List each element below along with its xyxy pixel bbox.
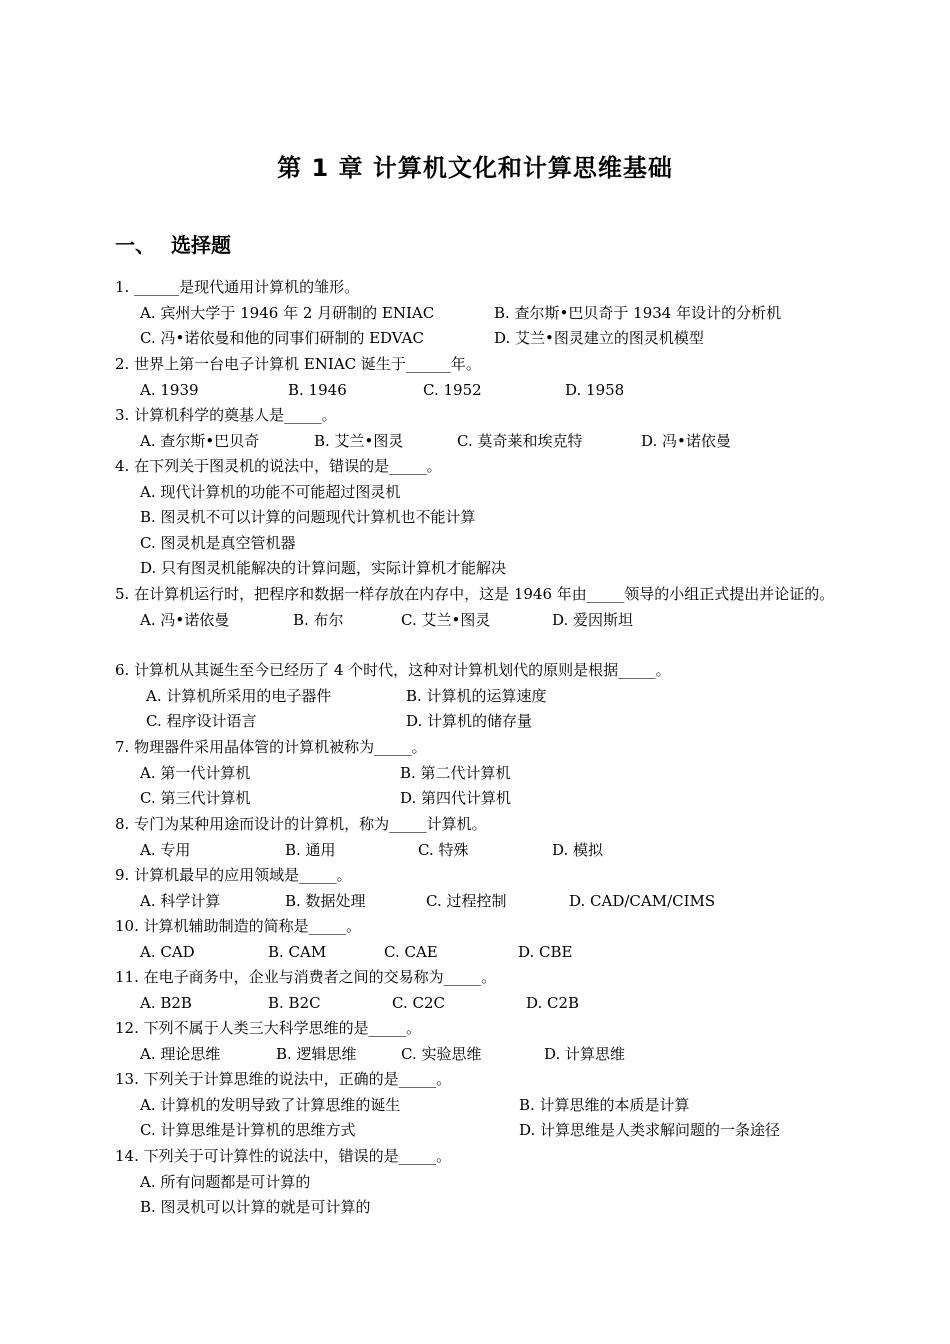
option-c: C. 第三代计算机 (140, 789, 251, 807)
option-b: B. 计算思维的本质是计算 (519, 1095, 690, 1114)
option-c: C. 特殊 (418, 840, 469, 859)
question-7 (115, 735, 845, 812)
question-stem: 13. 下列关于计算思维的说法中，正确的是_____。 (115, 1070, 452, 1088)
option-c: C. 程序设计语言 (146, 712, 257, 730)
option-a: A. 专用 (140, 840, 191, 859)
option-a: A. CAD (140, 942, 195, 961)
option-d: D. 1958 (565, 380, 625, 399)
option-d: D. 计算思维 (544, 1044, 626, 1063)
option-a: A. 查尔斯•巴贝奇 (140, 431, 260, 450)
option-b: B. 图灵机可以计算的就是可计算的 (140, 1198, 371, 1216)
question-stem: 8. 专门为某种用途而设计的计算机，称为_____计算机。 (115, 815, 487, 833)
section-label: 选择题 (171, 233, 231, 257)
option-c: C. 计算思维是计算机的思维方式 (140, 1121, 356, 1139)
option-c: C. C2C (392, 993, 445, 1012)
question-13 (115, 1067, 845, 1144)
option-a: A. 计算机的发明导致了计算思维的诞生 (140, 1095, 401, 1114)
question-stem: 2. 世界上第一台电子计算机 ENIAC 诞生于______年。 (115, 355, 481, 373)
question-3 (115, 403, 845, 454)
option-a: A. B2B (140, 993, 192, 1012)
option-d: D. 模拟 (552, 840, 604, 859)
question-6 (115, 658, 845, 735)
option-a: A. 科学计算 (140, 891, 221, 910)
question-10 (115, 914, 845, 965)
option-d: D. 计算机的储存量 (406, 712, 533, 730)
option-c: C. 图灵机是真空管机器 (140, 533, 296, 552)
option-c: C. CAE (384, 942, 438, 961)
option-d: D. CAD/CAM/CIMS (569, 891, 716, 910)
option-b: B. 查尔斯•巴贝奇于 1934 年设计的分析机 (494, 303, 782, 322)
option-b: B. 艾兰•图灵 (314, 431, 404, 450)
question-stem: 3. 计算机科学的奠基人是_____。 (115, 406, 337, 424)
question-stem: 5. 在计算机运行时，把程序和数据一样存放在内存中，这是 1946 年由_____领导的小组正式提出并论证的。 (115, 585, 835, 603)
question-stem: 1. ______是现代通用计算机的雏形。 (115, 278, 360, 296)
option-b: B. B2C (268, 993, 321, 1012)
question-11 (115, 965, 845, 1016)
option-b: B. 第二代计算机 (400, 763, 511, 782)
question-9 (115, 863, 845, 914)
question-12 (115, 1016, 845, 1067)
option-d: D. 第四代计算机 (400, 789, 512, 807)
option-b: B. CAM (268, 942, 327, 961)
question-14 (115, 1144, 845, 1221)
option-a: A. 冯•诺依曼 (140, 610, 230, 629)
question-4 (115, 454, 845, 582)
option-c: C. 过程控制 (426, 891, 507, 910)
option-c: C. 冯•诺依曼和他的同事们研制的 EDVAC (140, 329, 424, 347)
option-d: D. CBE (518, 942, 573, 961)
question-stem: 6. 计算机从其诞生至今已经历了 4 个时代，这种对计算机划代的原则是根据_____。 (115, 661, 671, 679)
option-a: A. 现代计算机的功能不可能超过图灵机 (140, 482, 401, 501)
option-d: D. 冯•诺依曼 (641, 431, 731, 450)
option-b: B. 逻辑思维 (276, 1044, 357, 1063)
option-c: C. 实验思维 (401, 1044, 482, 1063)
question-stem: 4. 在下列关于图灵机的说法中，错误的是_____。 (115, 457, 442, 475)
option-b: B. 计算机的运算速度 (406, 686, 547, 705)
option-b: B. 图灵机不可以计算的问题现代计算机也不能计算 (140, 508, 476, 526)
option-a: A. 第一代计算机 (140, 763, 251, 782)
option-a: A. 1939 (140, 380, 199, 399)
section-heading (115, 229, 231, 258)
question-5 (115, 582, 840, 633)
option-d: D. 只有图灵机能解决的计算问题，实际计算机才能解决 (140, 559, 507, 577)
option-c: C. 艾兰•图灵 (401, 610, 491, 629)
option-d: D. C2B (526, 993, 580, 1012)
section-number: 一、 (115, 233, 155, 257)
question-stem: 7. 物理器件采用晶体管的计算机被称为_____。 (115, 738, 427, 756)
question-stem: 11. 在电子商务中，企业与消费者之间的交易称为_____。 (115, 968, 497, 986)
option-d: D. 计算思维是人类求解问题的一条途径 (519, 1121, 781, 1139)
option-b: B. 布尔 (293, 610, 344, 629)
option-d: D. 爱因斯坦 (552, 610, 634, 629)
question-2 (115, 352, 845, 403)
option-c: C. 1952 (423, 380, 482, 399)
option-b: B. 1946 (288, 380, 347, 399)
option-a: A. 所有问题都是可计算的 (140, 1172, 311, 1191)
question-8 (115, 812, 845, 863)
option-c: C. 莫奇莱和埃克特 (457, 431, 583, 450)
option-a: A. 宾州大学于 1946 年 2 月研制的 ENIAC (140, 303, 435, 322)
question-1 (115, 275, 845, 352)
question-stem: 14. 下列关于可计算性的说法中，错误的是_____。 (115, 1147, 452, 1165)
option-b: B. 通用 (285, 840, 336, 859)
option-a: A. 理论思维 (140, 1044, 221, 1063)
question-stem: 10. 计算机辅助制造的简称是_____。 (115, 917, 362, 935)
option-b: B. 数据处理 (285, 891, 366, 910)
chapter-title: 第 1 章 计算机文化和计算思维基础 (277, 154, 673, 182)
question-stem: 12. 下列不属于人类三大科学思维的是_____。 (115, 1019, 422, 1037)
option-a: A. 计算机所采用的电子器件 (146, 686, 332, 705)
option-d: D. 艾兰•图灵建立的图灵机模型 (494, 329, 704, 347)
question-stem: 9. 计算机最早的应用领域是_____。 (115, 866, 352, 884)
